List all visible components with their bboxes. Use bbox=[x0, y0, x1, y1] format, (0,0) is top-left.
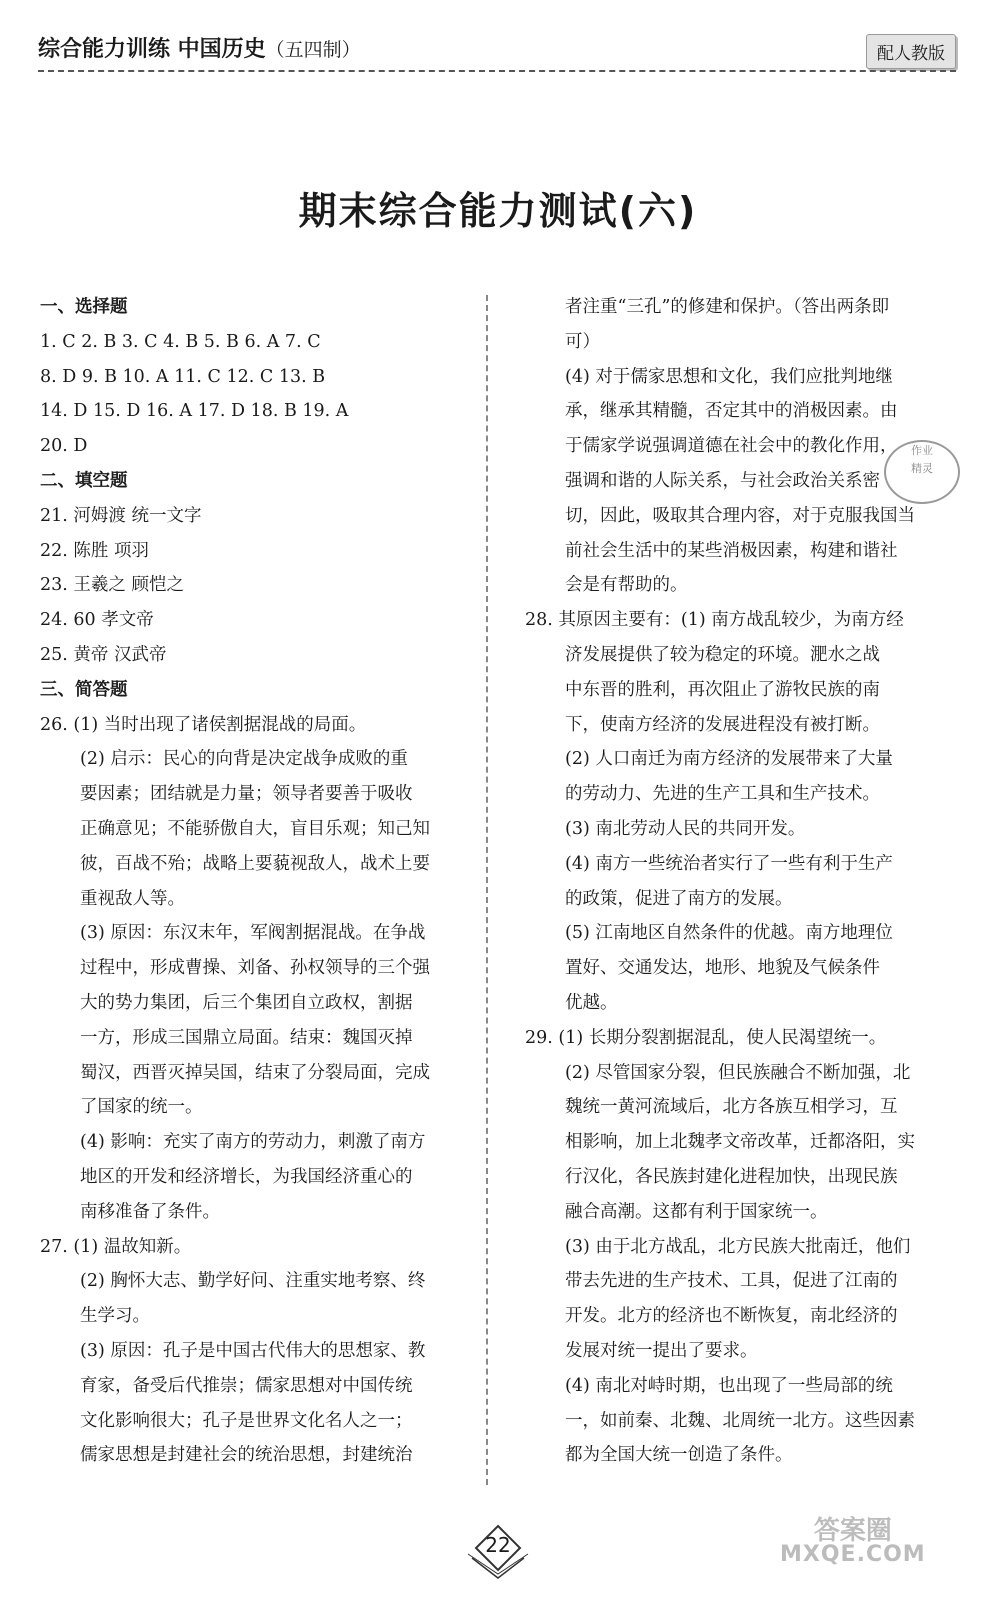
answer-line: 魏统一黄河流域后，北方各族互相学习，互 bbox=[565, 1097, 898, 1118]
edition-badge: 配人教版 bbox=[866, 34, 956, 69]
answer-line: (2) 胸怀大志、勤学好问、注重实地考察、终 bbox=[80, 1271, 426, 1292]
stamp-line-2: 精灵 bbox=[911, 462, 933, 475]
answer-line: 地区的开发和经济增长，为我国经济重心的 bbox=[80, 1166, 413, 1187]
answer-line: 正确意见；不能骄傲自大，盲目乐观；知己知 bbox=[80, 818, 430, 839]
answer-line: 强调和谐的人际关系，与社会政治关系密 bbox=[565, 470, 880, 491]
column-divider bbox=[486, 295, 488, 1485]
book-title-main: 综合能力训练 中国历史 bbox=[38, 37, 266, 62]
page-number bbox=[462, 1524, 534, 1580]
answer-line: 下，使南方经济的发展进程没有被打断。 bbox=[565, 714, 880, 735]
answer-line: 切，因此，吸取其合理内容，对于克服我国当 bbox=[565, 505, 915, 526]
book-title-edition: （五四制） bbox=[265, 39, 361, 61]
answer-line: 26. (1) 当时出现了诸侯割据混战的局面。 bbox=[40, 714, 367, 735]
answer-line: 一，如前秦、北魏、北周统一北方。这些因素 bbox=[565, 1410, 915, 1431]
answer-line: 育家，备受后代推崇；儒家思想对中国传统 bbox=[80, 1375, 413, 1396]
answer-line: 发展对统一提出了要求。 bbox=[565, 1340, 758, 1361]
answer-line: 行汉化，各民族封建化进程加快，出现民族 bbox=[565, 1166, 898, 1187]
page-header bbox=[38, 32, 956, 68]
answer-line: (4) 对于儒家思想和文化，我们应批判地继 bbox=[565, 366, 893, 387]
answer-line: 重视敌人等。 bbox=[80, 888, 185, 909]
answer-line: 融合高潮。这都有利于国家统一。 bbox=[565, 1201, 828, 1222]
answer-line: 23. 王羲之 顾恺之 bbox=[40, 575, 184, 596]
answer-line: (4) 影响：充实了南方的劳动力，刺激了南方 bbox=[80, 1132, 426, 1153]
answer-line: 中东晋的胜利，再次阻止了游牧民族的南 bbox=[565, 679, 880, 700]
answer-line: 过程中，形成曹操、刘备、孙权领导的三个强 bbox=[80, 958, 430, 979]
answer-line: (3) 由于北方战乱，北方民族大批南迁，他们 bbox=[565, 1236, 911, 1257]
answer-line: 会是有帮助的。 bbox=[565, 575, 688, 596]
answer-line: 可） bbox=[565, 331, 600, 352]
answer-line: (2) 尽管国家分裂，但民族融合不断加强，北 bbox=[565, 1062, 911, 1083]
answer-line: 生学习。 bbox=[80, 1306, 150, 1327]
answer-line: 27. (1) 温故知新。 bbox=[40, 1236, 192, 1257]
answer-line: 蜀汉，西晋灭掉吴国，结束了分裂局面，完成 bbox=[80, 1062, 430, 1083]
section-heading: 一、选择题 bbox=[40, 297, 128, 317]
answer-line: 大的势力集团，后三个集团自立政权，割据 bbox=[80, 992, 413, 1013]
answer-line: 25. 黄帝 汉武帝 bbox=[40, 644, 167, 665]
answer-line: (4) 南北对峙时期，也出现了一些局部的统 bbox=[565, 1375, 893, 1396]
stamp-line-1: 作业 bbox=[911, 444, 933, 457]
answer-line: 一方，形成三国鼎立局面。结束：魏国灭掉 bbox=[80, 1027, 413, 1048]
answer-line: 14. D 15. D 16. A 17. D 18. B 19. A bbox=[40, 401, 349, 422]
homework-stamp bbox=[884, 440, 960, 504]
answer-line: 儒家思想是封建社会的统治思想，封建统治 bbox=[80, 1445, 413, 1466]
answer-line: 21. 河姆渡 统一文字 bbox=[40, 505, 202, 526]
answer-line: 带去先进的生产技术、工具，促进了江南的 bbox=[565, 1271, 898, 1292]
answer-line: (3) 南北劳动人民的共同开发。 bbox=[565, 818, 806, 839]
book-title bbox=[38, 32, 361, 63]
answer-line: 优越。 bbox=[565, 992, 618, 1013]
page-number-text: 22 bbox=[485, 1533, 511, 1557]
answer-line: (3) 原因：东汉末年，军阀割据混战。在争战 bbox=[80, 923, 426, 944]
answer-line: 开发。北方的经济也不断恢复，南北经济的 bbox=[565, 1306, 898, 1327]
answer-line: 文化影响很大；孔子是世界文化名人之一； bbox=[80, 1410, 413, 1431]
answer-line: 要因素；团结就是力量；领导者要善于吸收 bbox=[80, 784, 413, 805]
watermark-text: 答案圈 bbox=[813, 1516, 892, 1546]
answer-line: 了国家的统一。 bbox=[80, 1097, 203, 1118]
answer-line: 20. D bbox=[40, 436, 88, 457]
answer-line: 1. C 2. B 3. C 4. B 5. B 6. A 7. C bbox=[40, 331, 321, 352]
left-column bbox=[40, 290, 470, 1473]
section-heading: 三、简答题 bbox=[40, 679, 128, 700]
page-title: 期末综合能力测试(六) bbox=[298, 189, 698, 233]
answer-line: (2) 启示：民心的向背是决定战争成败的重 bbox=[80, 749, 408, 770]
answer-line: 的政策，促进了南方的发展。 bbox=[565, 888, 793, 909]
header-divider bbox=[38, 70, 956, 72]
answer-line: 相影响，加上北魏孝文帝改革，迁都洛阳，实 bbox=[565, 1132, 915, 1153]
answer-line: (3) 原因：孔子是中国古代伟大的思想家、教 bbox=[80, 1340, 426, 1361]
answer-line: 8. D 9. B 10. A 11. C 12. C 13. B bbox=[40, 366, 326, 387]
answer-line: 承，继承其精髓，否定其中的消极因素。由 bbox=[565, 401, 898, 422]
answer-line: (4) 南方一些统治者实行了一些有利于生产 bbox=[565, 853, 893, 874]
answer-line: 者注重“三孔”的修建和保护。（答出两条即 bbox=[565, 297, 890, 317]
answer-line: 29. (1) 长期分裂割据混乱，使人民渴望统一。 bbox=[525, 1027, 887, 1048]
section-heading: 二、填空题 bbox=[40, 470, 128, 491]
answer-line: (2) 人口南迁为南方经济的发展带来了大量 bbox=[565, 749, 893, 770]
answer-line: 南移准备了条件。 bbox=[80, 1201, 220, 1222]
watermark-url: MXQE.COM bbox=[780, 1542, 926, 1567]
answer-line: 彼，百战不殆；战略上要藐视敌人，战术上要 bbox=[80, 853, 430, 874]
watermark-logo bbox=[780, 1518, 926, 1566]
answer-line: 24. 60 孝文帝 bbox=[40, 610, 154, 631]
answer-line: 前社会生活中的某些消极因素，构建和谐社 bbox=[565, 540, 898, 561]
answer-line: 都为全国大统一创造了条件。 bbox=[565, 1445, 793, 1466]
answer-line: 于儒家学说强调道德在社会中的教化作用， bbox=[565, 436, 898, 457]
answer-line: 的劳动力、先进的生产工具和生产技术。 bbox=[565, 784, 880, 805]
answer-line: (5) 江南地区自然条件的优越。南方地理位 bbox=[565, 923, 893, 944]
answer-line: 置好、交通发达，地形、地貌及气候条件 bbox=[565, 958, 880, 979]
answer-line: 济发展提供了较为稳定的环境。淝水之战 bbox=[565, 644, 880, 665]
answer-line: 22. 陈胜 项羽 bbox=[40, 540, 149, 561]
answer-line: 28. 其原因主要有：(1) 南方战乱较少，为南方经 bbox=[525, 610, 904, 631]
